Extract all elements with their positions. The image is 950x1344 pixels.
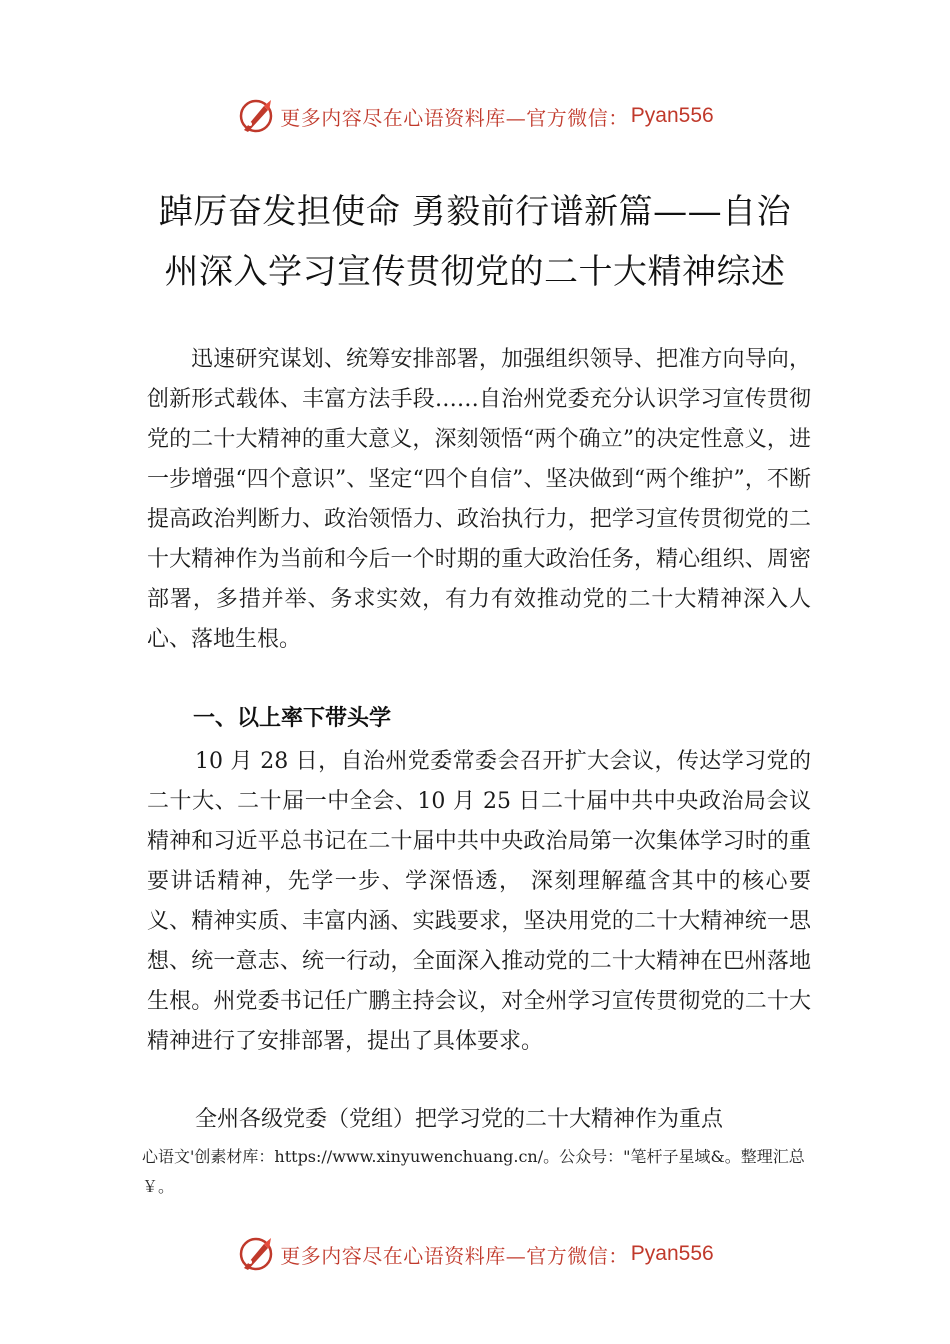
paragraph-2: 10 月 28 日，自治州党委常委会召开扩大会议，传达学习党的二十大、二十届一中全会、10 月 25 日二十届中共中央政治局会议精神和习近平总书记在二十届中共中央政治局第一次集体学习时的重要讲话精神，先学一步、学深悟透， 深刻理解蕴含其中的核心要义、精神实质、丰富内涵、实践要求，坚决用党的二十大精神统一思想、统一意志、统一行动，全面深入推动党的二十大精神在巴州落地生根。州党委书记任广鹏主持会议，对全州学习宣传贯彻党的二十大精神进行了安排部署，提出了具体要求。 (147, 749, 811, 1054)
footer-note: 心语文'创素材库：https://www.xinyuwenchuang.cn/。公众号："笔杆子星域&。整理汇总￥。 (142, 1147, 805, 1196)
title-line-1: 踔厉奋发担使命 勇毅前行谱新篇——自治 (158, 192, 792, 232)
quill-pen-logo-icon (236, 1234, 276, 1274)
footer-banner (0, 1232, 950, 1276)
quill-pen-logo-icon (236, 96, 276, 136)
header-banner (0, 94, 950, 138)
banner-wechat-id: Pyan556 (630, 104, 714, 127)
banner-text: 更多内容尽在心语资料库—官方微信： (280, 105, 629, 130)
intro-paragraph: 迅速研究谋划、统筹安排部署，加强组织领导、把准方向导向，创新形式载体、丰富方法手段……自治州党委充分认识学习宣传贯彻党的二十大精神的重大意义，深刻领悟“两个确立”的决定性意义，进一步增强“四个意识”、坚定“四个自信”、坚决做到“两个维护”，不断提高政治判断力、政治领悟力、政治执行力，把学习宣传贯彻党的二十大精神作为当前和今后一个时期的重大政治任务，精心组织、周密部署，多措并举、务求实效，有力有效推动党的二十大精神深入人心、落地生根。 (147, 347, 811, 652)
article-title (110, 182, 840, 302)
banner-wechat-id: Pyan556 (630, 1242, 714, 1265)
title-line-2: 州深入学习宣传贯彻党的二十大精神综述 (164, 252, 786, 292)
paragraph-3: 全州各级党委（党组）把学习党的二十大精神作为重点 (195, 1107, 724, 1132)
banner-text: 更多内容尽在心语资料库—官方微信： (280, 1243, 629, 1268)
section-heading-1: 一、以上率下带头学 (193, 705, 392, 730)
